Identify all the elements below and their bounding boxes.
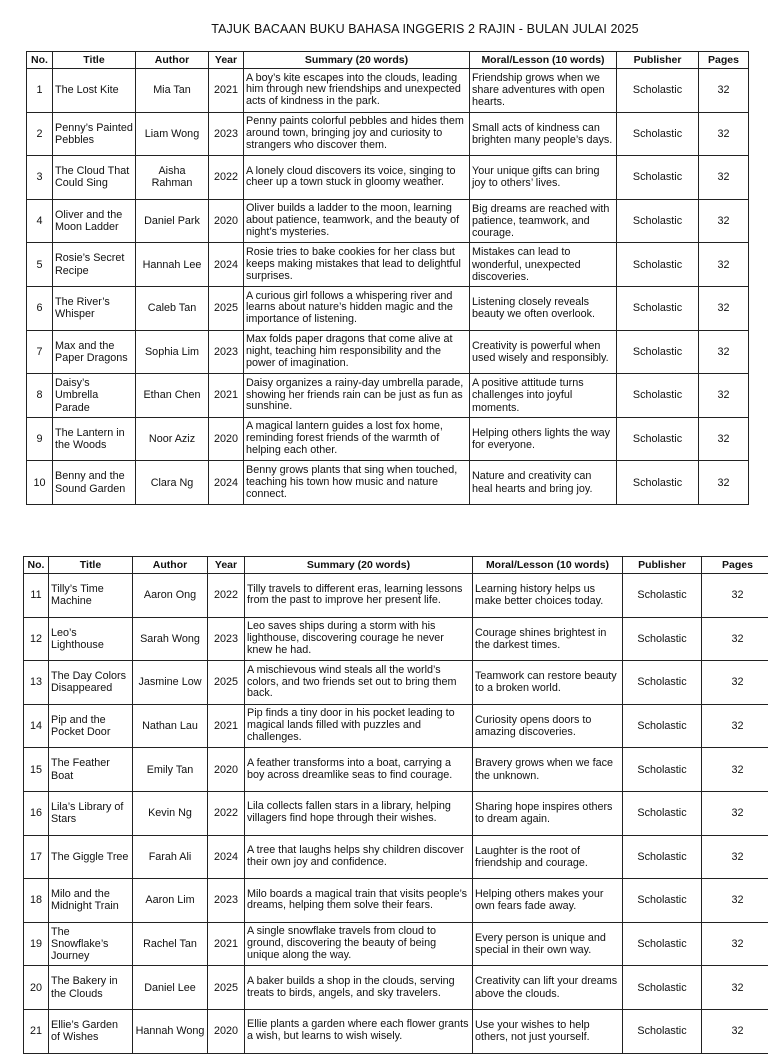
cell-author: Mia Tan	[136, 69, 209, 113]
cell-title: The Snowflake’s Journey	[49, 922, 133, 966]
cell-publisher: Scholastic	[617, 286, 699, 330]
cell-year: 2021	[208, 922, 245, 966]
cell-moral: Bravery grows when we face the unknown.	[473, 748, 623, 792]
cell-year: 2025	[209, 286, 244, 330]
table-row	[24, 835, 768, 879]
cell-publisher: Scholastic	[617, 156, 699, 200]
cell-year: 2024	[209, 243, 244, 287]
cell-moral: Small acts of kindness can brighten many people’s days.	[470, 112, 617, 156]
cell-summary: Leo saves ships during a storm with his lighthouse, discovering courage he never knew he had.	[245, 617, 473, 661]
header-no: No.	[24, 557, 49, 574]
cell-title: The Lantern in the Woods	[53, 417, 136, 461]
cell-moral: A positive attitude turns challenges into joyful moments.	[470, 374, 617, 418]
table-row	[27, 69, 749, 113]
cell-publisher: Scholastic	[617, 69, 699, 113]
cell-title: The Lost Kite	[53, 69, 136, 113]
cell-author: Nathan Lau	[133, 704, 208, 748]
cell-summary: A single snowflake travels from cloud to ground, discovering the beauty of being unique along the way.	[245, 922, 473, 966]
cell-pages: 32	[702, 922, 768, 966]
cell-title: Benny and the Sound Garden	[53, 461, 136, 505]
cell-publisher: Scholastic	[623, 1009, 702, 1053]
cell-no: 9	[27, 417, 53, 461]
cell-no: 4	[27, 199, 53, 243]
cell-summary: Lila collects fallen stars in a library, helping villagers find hope through their wishes.	[245, 791, 473, 835]
cell-moral: Helping others makes your own fears fade away.	[473, 879, 623, 923]
table-row	[24, 661, 768, 705]
cell-no: 18	[24, 879, 49, 923]
cell-author: Daniel Lee	[133, 966, 208, 1010]
cell-author: Emily Tan	[133, 748, 208, 792]
cell-author: Sophia Lim	[136, 330, 209, 374]
cell-year: 2025	[208, 966, 245, 1010]
cell-moral: Nature and creativity can heal hearts and bring joy.	[470, 461, 617, 505]
cell-summary: A boy’s kite escapes into the clouds, leading him through new friendships and unexpected acts of kindness in the park.	[244, 69, 470, 113]
table-row	[27, 374, 749, 418]
cell-year: 2023	[209, 330, 244, 374]
reading-table-1	[26, 51, 749, 505]
cell-title: The Giggle Tree	[49, 835, 133, 879]
cell-pages: 32	[699, 112, 749, 156]
cell-author: Daniel Park	[136, 199, 209, 243]
cell-pages: 32	[699, 286, 749, 330]
page-title: TAJUK BACAAN BUKU BAHASA INGGERIS 2 RAJIN - BULAN JULAI 2025	[0, 22, 768, 36]
cell-no: 7	[27, 330, 53, 374]
cell-publisher: Scholastic	[623, 748, 702, 792]
cell-no: 10	[27, 461, 53, 505]
cell-year: 2024	[208, 835, 245, 879]
cell-year: 2025	[208, 661, 245, 705]
cell-moral: Helping others lights the way for everyone.	[470, 417, 617, 461]
cell-moral: Learning history helps us make better choices today.	[473, 574, 623, 618]
table-row	[24, 966, 768, 1010]
cell-summary: A tree that laughs helps shy children discover their own joy and confidence.	[245, 835, 473, 879]
cell-title: Pip and the Pocket Door	[49, 704, 133, 748]
table-row	[27, 112, 749, 156]
cell-moral: Creativity can lift your dreams above the clouds.	[473, 966, 623, 1010]
table-row	[24, 748, 768, 792]
cell-year: 2022	[208, 791, 245, 835]
cell-pages: 32	[702, 1009, 768, 1053]
cell-no: 15	[24, 748, 49, 792]
cell-title: Milo and the Midnight Train	[49, 879, 133, 923]
cell-publisher: Scholastic	[623, 661, 702, 705]
cell-summary: Milo boards a magical train that visits people’s dreams, helping them solve their fears.	[245, 879, 473, 923]
header-row	[27, 52, 749, 69]
table-row	[24, 922, 768, 966]
cell-summary: A lonely cloud discovers its voice, singing to cheer up a town stuck in gloomy weather.	[244, 156, 470, 200]
cell-author: Kevin Ng	[133, 791, 208, 835]
cell-moral: Sharing hope inspires others to dream again.	[473, 791, 623, 835]
cell-pages: 32	[699, 69, 749, 113]
cell-summary: Ellie plants a garden where each flower grants a wish, but learns to wish wisely.	[245, 1009, 473, 1053]
cell-author: Rachel Tan	[133, 922, 208, 966]
cell-title: Lila’s Library of Stars	[49, 791, 133, 835]
cell-title: Max and the Paper Dragons	[53, 330, 136, 374]
cell-year: 2023	[208, 617, 245, 661]
cell-no: 12	[24, 617, 49, 661]
table-row	[27, 461, 749, 505]
cell-no: 19	[24, 922, 49, 966]
cell-author: Hannah Lee	[136, 243, 209, 287]
cell-moral: Your unique gifts can bring joy to others’ lives.	[470, 156, 617, 200]
cell-moral: Use your wishes to help others, not just yourself.	[473, 1009, 623, 1053]
cell-pages: 32	[699, 330, 749, 374]
cell-publisher: Scholastic	[623, 574, 702, 618]
cell-summary: Tilly travels to different eras, learning lessons from the past to improve her present life.	[245, 574, 473, 618]
cell-summary: Daisy organizes a rainy-day umbrella parade, showing her friends rain can be just as fun as sunshine.	[244, 374, 470, 418]
cell-year: 2021	[208, 704, 245, 748]
cell-no: 11	[24, 574, 49, 618]
table-row	[24, 879, 768, 923]
cell-summary: Penny paints colorful pebbles and hides them around town, bringing joy and curiosity to strangers who discover them.	[244, 112, 470, 156]
header-title: Title	[53, 52, 136, 69]
cell-pages: 32	[702, 835, 768, 879]
table-row	[24, 1009, 768, 1053]
header-year: Year	[209, 52, 244, 69]
cell-title: The Cloud That Could Sing	[53, 156, 136, 200]
cell-no: 16	[24, 791, 49, 835]
cell-summary: Pip finds a tiny door in his pocket leading to magical lands filled with puzzles and challenges.	[245, 704, 473, 748]
cell-year: 2021	[209, 374, 244, 418]
cell-title: Tilly’s Time Machine	[49, 574, 133, 618]
cell-year: 2020	[208, 748, 245, 792]
cell-title: The Bakery in the Clouds	[49, 966, 133, 1010]
cell-pages: 32	[699, 461, 749, 505]
table-row	[27, 199, 749, 243]
cell-moral: Mistakes can lead to wonderful, unexpected discoveries.	[470, 243, 617, 287]
cell-title: Daisy’s Umbrella Parade	[53, 374, 136, 418]
cell-pages: 32	[699, 374, 749, 418]
cell-pages: 32	[702, 574, 768, 618]
header-no: No.	[27, 52, 53, 69]
cell-author: Clara Ng	[136, 461, 209, 505]
cell-publisher: Scholastic	[623, 617, 702, 661]
table-row	[24, 791, 768, 835]
cell-pages: 32	[702, 748, 768, 792]
cell-no: 5	[27, 243, 53, 287]
cell-publisher: Scholastic	[617, 461, 699, 505]
cell-pages: 32	[702, 704, 768, 748]
cell-no: 20	[24, 966, 49, 1010]
cell-year: 2022	[208, 574, 245, 618]
header-author: Author	[136, 52, 209, 69]
cell-publisher: Scholastic	[617, 374, 699, 418]
cell-title: Ellie’s Garden of Wishes	[49, 1009, 133, 1053]
header-pages: Pages	[699, 52, 749, 69]
cell-moral: Every person is unique and special in their own way.	[473, 922, 623, 966]
cell-publisher: Scholastic	[623, 704, 702, 748]
cell-year: 2020	[209, 417, 244, 461]
cell-title: The Day Colors Disappeared	[49, 661, 133, 705]
cell-pages: 32	[702, 966, 768, 1010]
table-row	[24, 617, 768, 661]
cell-author: Aaron Ong	[133, 574, 208, 618]
cell-year: 2023	[208, 879, 245, 923]
cell-summary: A feather transforms into a boat, carrying a boy across dreamlike seas to find courage.	[245, 748, 473, 792]
cell-pages: 32	[699, 156, 749, 200]
cell-year: 2023	[209, 112, 244, 156]
cell-summary: Max folds paper dragons that come alive at night, teaching him responsibility and the power of imagination.	[244, 330, 470, 374]
cell-publisher: Scholastic	[617, 330, 699, 374]
cell-author: Caleb Tan	[136, 286, 209, 330]
reading-table-2	[23, 556, 768, 1054]
cell-no: 14	[24, 704, 49, 748]
cell-moral: Listening closely reveals beauty we often overlook.	[470, 286, 617, 330]
header-summary: Summary (20 words)	[245, 557, 473, 574]
cell-year: 2022	[209, 156, 244, 200]
cell-summary: A magical lantern guides a lost fox home, reminding forest friends of the warmth of helping each other.	[244, 417, 470, 461]
table-row	[27, 417, 749, 461]
header-author: Author	[133, 557, 208, 574]
cell-publisher: Scholastic	[617, 417, 699, 461]
header-year: Year	[208, 557, 245, 574]
cell-year: 2020	[208, 1009, 245, 1053]
cell-summary: A mischievous wind steals all the world’s colors, and two friends set out to bring them back.	[245, 661, 473, 705]
cell-no: 2	[27, 112, 53, 156]
cell-author: Jasmine Low	[133, 661, 208, 705]
cell-year: 2024	[209, 461, 244, 505]
cell-year: 2021	[209, 69, 244, 113]
cell-publisher: Scholastic	[623, 922, 702, 966]
cell-title: Oliver and the Moon Ladder	[53, 199, 136, 243]
header-publisher: Publisher	[623, 557, 702, 574]
table-row	[27, 286, 749, 330]
cell-no: 3	[27, 156, 53, 200]
cell-publisher: Scholastic	[623, 791, 702, 835]
cell-title: Rosie’s Secret Recipe	[53, 243, 136, 287]
cell-publisher: Scholastic	[617, 243, 699, 287]
cell-publisher: Scholastic	[623, 835, 702, 879]
cell-moral: Courage shines brightest in the darkest times.	[473, 617, 623, 661]
cell-publisher: Scholastic	[623, 966, 702, 1010]
cell-author: Noor Aziz	[136, 417, 209, 461]
cell-title: Penny’s Painted Pebbles	[53, 112, 136, 156]
cell-moral: Curiosity opens doors to amazing discoveries.	[473, 704, 623, 748]
cell-publisher: Scholastic	[623, 879, 702, 923]
cell-moral: Creativity is powerful when used wisely and responsibly.	[470, 330, 617, 374]
cell-summary: A baker builds a shop in the clouds, serving treats to birds, angels, and sky travelers.	[245, 966, 473, 1010]
cell-no: 8	[27, 374, 53, 418]
cell-no: 6	[27, 286, 53, 330]
cell-author: Liam Wong	[136, 112, 209, 156]
cell-publisher: Scholastic	[617, 199, 699, 243]
cell-pages: 32	[702, 661, 768, 705]
table-row	[27, 330, 749, 374]
cell-pages: 32	[702, 791, 768, 835]
cell-moral: Laughter is the root of friendship and courage.	[473, 835, 623, 879]
cell-summary: A curious girl follows a whispering river and learns about nature’s hidden magic and the importance of listening.	[244, 286, 470, 330]
header-moral: Moral/Lesson (10 words)	[473, 557, 623, 574]
header-publisher: Publisher	[617, 52, 699, 69]
table-row	[27, 156, 749, 200]
cell-year: 2020	[209, 199, 244, 243]
cell-pages: 32	[702, 617, 768, 661]
cell-no: 17	[24, 835, 49, 879]
header-moral: Moral/Lesson (10 words)	[470, 52, 617, 69]
cell-moral: Friendship grows when we share adventures with open hearts.	[470, 69, 617, 113]
cell-title: The River’s Whisper	[53, 286, 136, 330]
cell-summary: Benny grows plants that sing when touched, teaching his town how music and nature connect.	[244, 461, 470, 505]
header-row	[24, 557, 768, 574]
header-pages: Pages	[702, 557, 768, 574]
cell-publisher: Scholastic	[617, 112, 699, 156]
cell-pages: 32	[699, 199, 749, 243]
cell-no: 13	[24, 661, 49, 705]
cell-author: Ethan Chen	[136, 374, 209, 418]
cell-moral: Teamwork can restore beauty to a broken world.	[473, 661, 623, 705]
table-row	[27, 243, 749, 287]
cell-author: Aaron Lim	[133, 879, 208, 923]
header-title: Title	[49, 557, 133, 574]
cell-no: 1	[27, 69, 53, 113]
header-summary: Summary (20 words)	[244, 52, 470, 69]
cell-author: Sarah Wong	[133, 617, 208, 661]
cell-summary: Oliver builds a ladder to the moon, learning about patience, teamwork, and the beauty of night’s mysteries.	[244, 199, 470, 243]
cell-pages: 32	[699, 417, 749, 461]
cell-summary: Rosie tries to bake cookies for her class but keeps making mistakes that lead to delightful surprises.	[244, 243, 470, 287]
cell-title: The Feather Boat	[49, 748, 133, 792]
cell-author: Aisha Rahman	[136, 156, 209, 200]
cell-no: 21	[24, 1009, 49, 1053]
cell-pages: 32	[699, 243, 749, 287]
cell-moral: Big dreams are reached with patience, teamwork, and courage.	[470, 199, 617, 243]
cell-author: Hannah Wong	[133, 1009, 208, 1053]
table-row	[24, 704, 768, 748]
cell-author: Farah Ali	[133, 835, 208, 879]
table-row	[24, 574, 768, 618]
cell-title: Leo’s Lighthouse	[49, 617, 133, 661]
cell-pages: 32	[702, 879, 768, 923]
